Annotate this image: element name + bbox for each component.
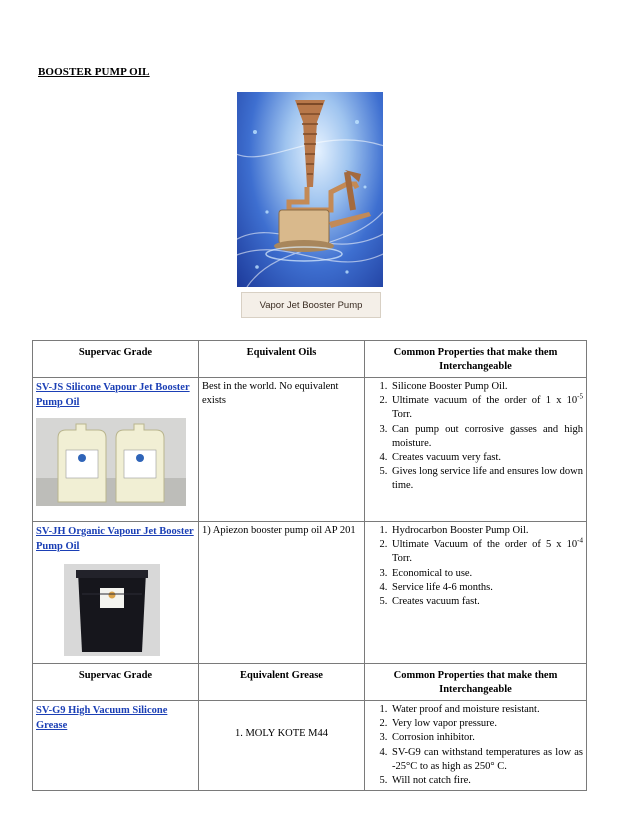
equivalent-cell: 1) Apiezon booster pump oil AP 201 bbox=[199, 522, 365, 664]
list-item: 5. Gives long service life and ensures low down time. bbox=[390, 465, 583, 493]
list-item: 1. Hydrocarbon Booster Pump Oil. bbox=[390, 524, 583, 538]
properties-cell bbox=[365, 378, 587, 522]
table-row bbox=[33, 378, 587, 522]
equivalent-cell: Best in the world. No equivalent exists bbox=[199, 378, 365, 522]
list-item: 2. Very low vapor pressure. bbox=[390, 717, 583, 731]
properties-list bbox=[368, 380, 583, 494]
document-title: BOOSTER PUMP OIL bbox=[38, 66, 150, 78]
vapor-jet-booster-pump-photo bbox=[237, 92, 383, 287]
grade-cell bbox=[33, 378, 199, 522]
table-header-row bbox=[33, 341, 587, 378]
table-row bbox=[33, 522, 587, 664]
header-common-properties: Common Properties that make them Interchangeable bbox=[365, 664, 587, 701]
table-row bbox=[33, 701, 587, 791]
list-item: 1. Water proof and moisture resistant. bbox=[390, 703, 583, 717]
list-item: 4. Service life 4-6 months. bbox=[390, 581, 583, 595]
properties-cell bbox=[365, 701, 587, 791]
properties-cell bbox=[365, 522, 587, 664]
properties-list bbox=[368, 703, 583, 788]
list-item: 3. Corrosion inhibitor. bbox=[390, 731, 583, 745]
list-item: 4. Creates vacuum very fast. bbox=[390, 451, 583, 465]
silicone-oil-bottles-photo bbox=[36, 418, 186, 506]
list-item: 3. Economical to use. bbox=[390, 567, 583, 581]
equivalent-cell: 1. MOLY KOTE M44 bbox=[199, 701, 365, 791]
header-grade: Supervac Grade bbox=[33, 341, 199, 378]
properties-list bbox=[368, 524, 583, 609]
hero-caption: Vapor Jet Booster Pump bbox=[241, 292, 381, 318]
table-header-row bbox=[33, 664, 587, 701]
hero-image bbox=[237, 92, 383, 330]
product-link-sv-g9[interactable]: SV-G9 High Vacuum Silicone Grease bbox=[36, 705, 168, 731]
list-item: 5. Will not catch fire. bbox=[390, 774, 583, 788]
list-item: 2. Ultimate vacuum of the order of 1 x $10^{-5}$ Torr. bbox=[390, 394, 583, 422]
list-item: 2. Ultimate Vacuum of the order of 5 x $10^{-4}$ Torr. bbox=[390, 538, 583, 566]
list-item: 3. Can pump out corrosive gasses and high moisture. bbox=[390, 423, 583, 451]
organic-oil-bucket-photo bbox=[64, 564, 160, 656]
product-link-sv-js[interactable]: SV-JS Silicone Vapour Jet Booster Pump Oil bbox=[36, 382, 190, 408]
grade-cell bbox=[33, 701, 199, 791]
list-item: 4. SV-G9 can withstand temperatures as low as -25°C to as high as 250° C. bbox=[390, 746, 583, 774]
header-equivalent-oils: Equivalent Oils bbox=[199, 341, 365, 378]
header-equivalent-grease: Equivalent Grease bbox=[199, 664, 365, 701]
booster-oil-table bbox=[32, 340, 587, 791]
product-link-sv-jh[interactable]: SV-JH Organic Vapour Jet Booster Pump Oil bbox=[36, 526, 194, 552]
header-common-properties: Common Properties that make them Interchangeable bbox=[365, 341, 587, 378]
grade-cell bbox=[33, 522, 199, 664]
list-item: 1. Silicone Booster Pump Oil. bbox=[390, 380, 583, 394]
list-item: 5. Creates vacuum fast. bbox=[390, 595, 583, 609]
header-grade: Supervac Grade bbox=[33, 664, 199, 701]
